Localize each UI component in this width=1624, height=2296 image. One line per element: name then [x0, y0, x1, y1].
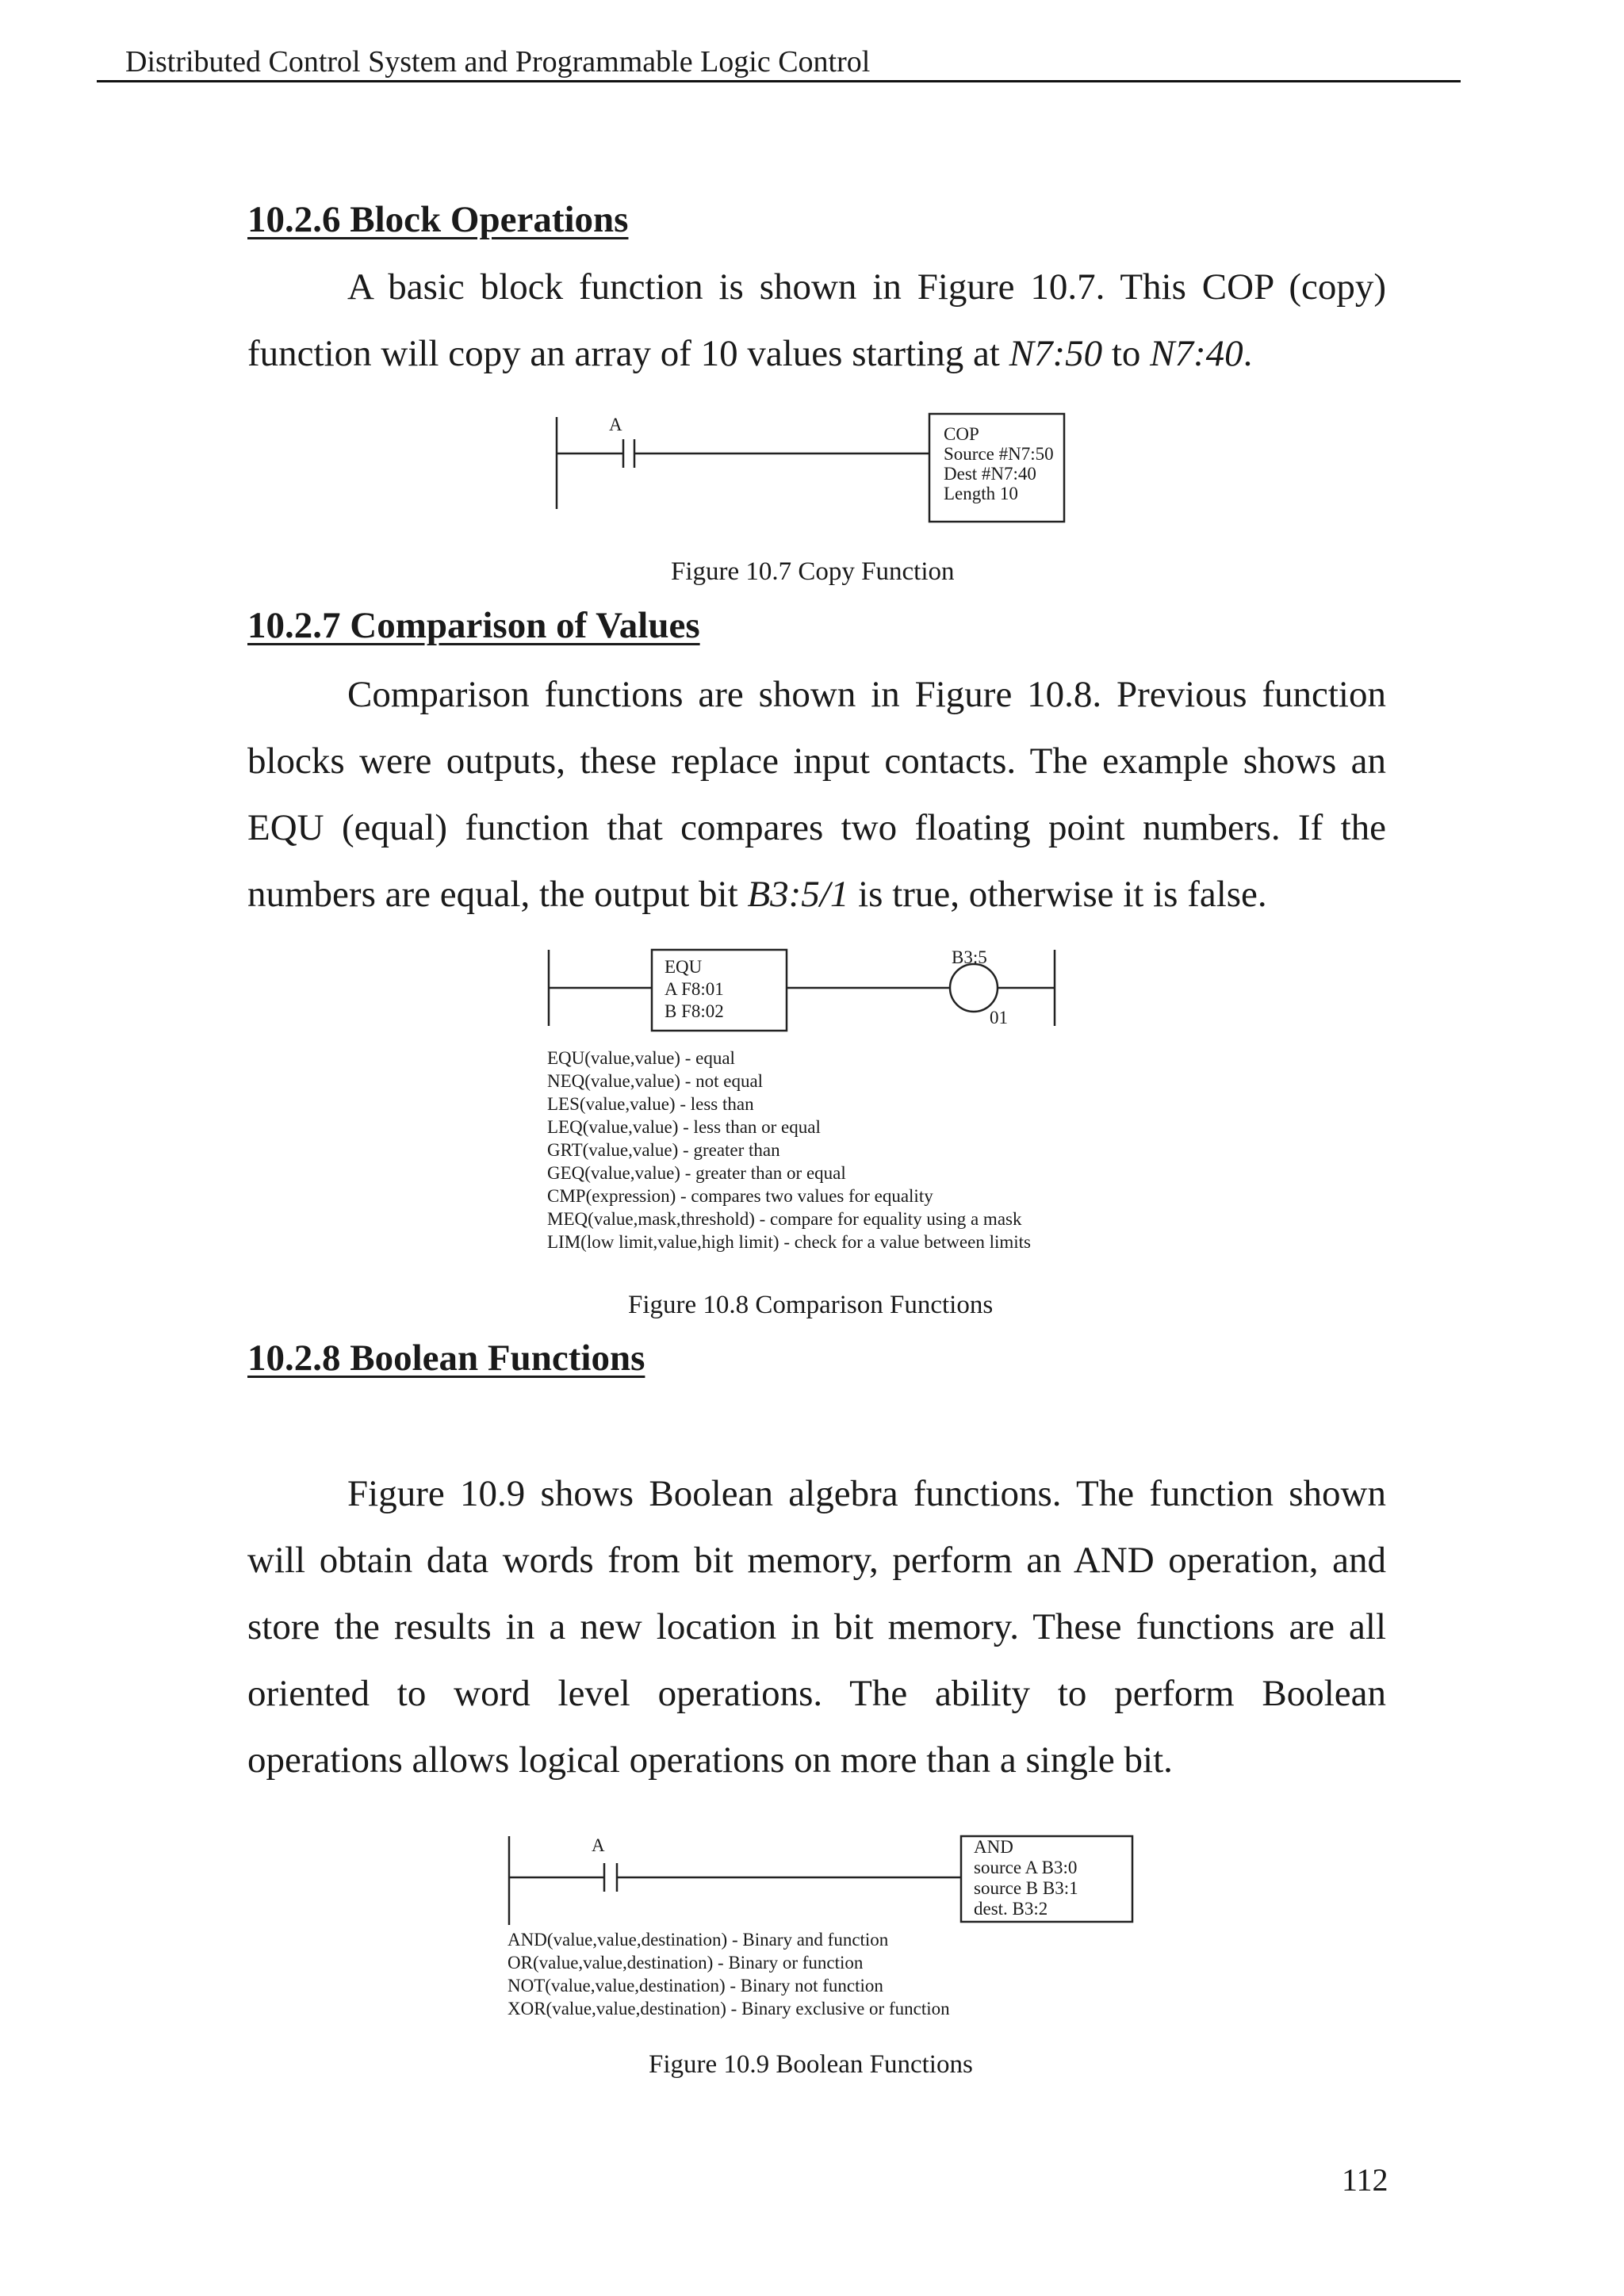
- paragraph-line: numbers are equal, the output bit B3:5/1 is true, otherwise it is false.: [247, 874, 1267, 915]
- contact-label: A: [609, 415, 622, 434]
- italic-address: B3:5/1: [747, 874, 849, 915]
- function-list-item: XOR(value,value,destination) - Binary exclusive or function: [508, 1999, 950, 2019]
- figure-caption: Figure 10.8 Comparison Functions: [628, 1291, 994, 1319]
- running-header: Distributed Control System and Programmable Logic Control: [125, 45, 871, 78]
- page-number: 112: [1342, 2162, 1388, 2198]
- block-line: COP: [944, 424, 979, 444]
- figure-caption: Figure 10.7 Copy Function: [671, 557, 955, 586]
- block-line: dest. B3:2: [974, 1899, 1048, 1919]
- function-list-item: NOT(value,value,destination) - Binary not function: [508, 1976, 883, 1996]
- function-list-item: NEQ(value,value) - not equal: [547, 1071, 764, 1091]
- paragraph-line: operations allows logical operations on more than a single bit.: [247, 1739, 1173, 1781]
- italic-address: N7:40: [1150, 333, 1243, 374]
- function-list-item: LES(value,value) - less than: [547, 1094, 754, 1114]
- block-line: EQU: [665, 957, 703, 977]
- paragraph-line: Figure 10.9 shows Boolean algebra functions. The function shown: [347, 1473, 1386, 1514]
- function-list-item: OR(value,value,destination) - Binary or function: [508, 1953, 864, 1973]
- block-line: Source #N7:50: [944, 444, 1054, 464]
- paragraph-line: Comparison functions are shown in Figure 10.8. Previous function: [347, 674, 1386, 715]
- paragraph-line: EQU (equal) function that compares two floating point numbers. If the: [247, 807, 1386, 848]
- paragraph-line: oriented to word level operations. The ability to perform Boolean: [247, 1673, 1386, 1714]
- italic-address: N7:50: [1009, 333, 1103, 374]
- section-heading-comparison: 10.2.7 Comparison of Values: [247, 605, 700, 646]
- function-list-item: CMP(expression) - compares two values for equality: [547, 1186, 933, 1206]
- block-line: source A B3:0: [974, 1858, 1078, 1877]
- contact-label: A: [592, 1835, 605, 1855]
- block-line: A F8:01: [665, 979, 724, 999]
- function-list-item: EQU(value,value) - equal: [547, 1048, 735, 1068]
- paragraph-line: will obtain data words from bit memory, perform an AND operation, and: [247, 1540, 1386, 1581]
- coil-bit-label: 01: [990, 1008, 1008, 1027]
- paragraph-line: store the results in a new location in bit memory. These functions are all: [247, 1606, 1386, 1647]
- function-list-item: LEQ(value,value) - less than or equal: [547, 1117, 821, 1137]
- section-heading-boolean: 10.2.8 Boolean Functions: [247, 1337, 645, 1379]
- function-list-item: LIM(low limit,value,high limit) - check for a value between limits: [547, 1232, 1031, 1252]
- function-list-item: MEQ(value,mask,threshold) - compare for equality using a mask: [547, 1209, 1022, 1229]
- paragraph-line: function will copy an array of 10 values starting at N7:50 to N7:40.: [247, 333, 1253, 374]
- section-heading-block-operations: 10.2.6 Block Operations: [247, 199, 629, 240]
- block-line: Length 10: [944, 484, 1018, 503]
- block-line: source B B3:1: [974, 1878, 1078, 1898]
- function-list-item: GEQ(value,value) - greater than or equal: [547, 1163, 846, 1183]
- paragraph-line: blocks were outputs, these replace input contacts. The example shows an: [247, 740, 1386, 782]
- block-line: B F8:02: [665, 1001, 724, 1021]
- function-list-item: AND(value,value,destination) - Binary and function: [508, 1930, 889, 1950]
- function-list: [508, 1928, 950, 2020]
- coil-label: B3:5: [952, 947, 987, 967]
- block-line: Dest #N7:40: [944, 464, 1036, 484]
- function-list-item: GRT(value,value) - greater than: [547, 1140, 780, 1160]
- figure-caption: Figure 10.9 Boolean Functions: [649, 2050, 973, 2079]
- paragraph-line: A basic block function is shown in Figure 10.7. This COP (copy): [347, 266, 1386, 308]
- block-line: AND: [974, 1837, 1013, 1857]
